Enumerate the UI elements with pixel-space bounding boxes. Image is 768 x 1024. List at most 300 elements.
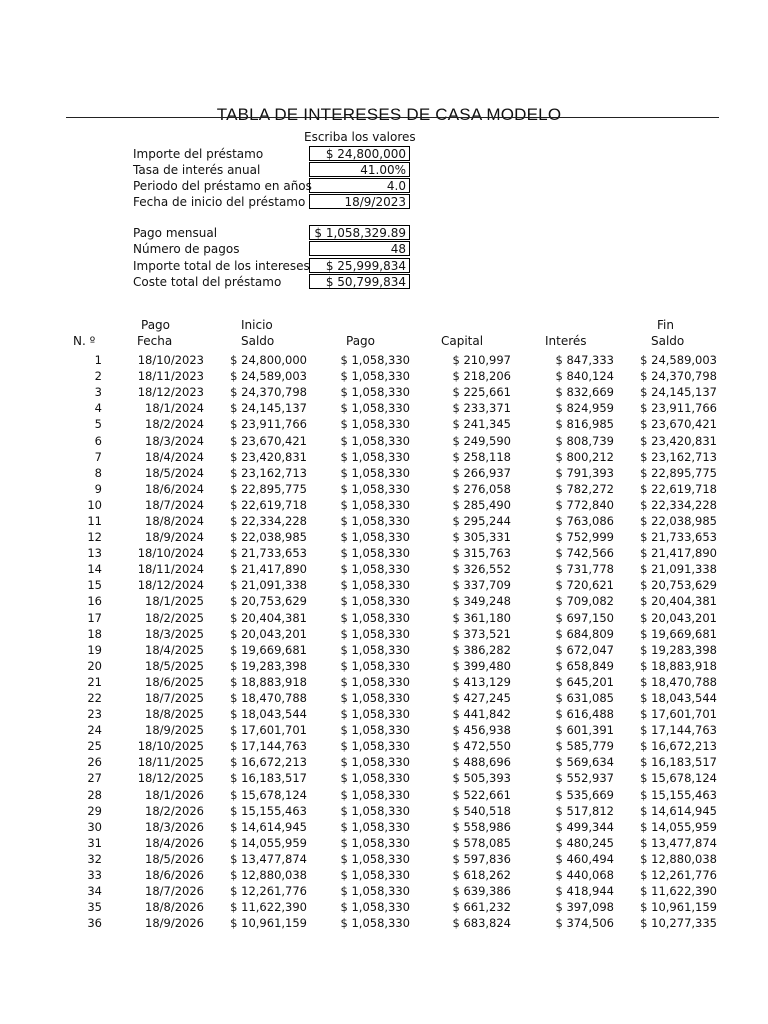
payment-amount-cell: $ 1,058,330 (340, 401, 410, 416)
param-row-loan-years (0, 178, 768, 194)
capital-amount-cell: $ 276,058 (452, 481, 511, 496)
total-cost-value: $ 50,799,834 (309, 274, 410, 289)
start-balance-cell: $ 20,404,381 (230, 610, 307, 625)
interest-amount-cell: $ 824,959 (555, 401, 614, 416)
interest-amount-cell: $ 684,809 (555, 626, 614, 641)
start-balance-cell: $ 21,417,890 (230, 562, 307, 577)
start-balance-cell: $ 24,589,003 (230, 369, 307, 384)
payment-date-cell: 18/12/2023 (137, 385, 204, 400)
row-number-cell: 13 (87, 546, 102, 561)
payment-date-cell: 18/7/2024 (145, 497, 204, 512)
end-balance-cell: $ 19,669,681 (640, 626, 717, 641)
table-row (0, 352, 717, 368)
payment-date-cell: 18/3/2026 (145, 819, 204, 834)
interest-amount-cell: $ 601,391 (555, 723, 614, 738)
end-balance-cell: $ 21,733,653 (640, 530, 717, 545)
amortization-table (0, 352, 717, 931)
payment-date-cell: 18/8/2024 (145, 513, 204, 528)
header-start-balance: Saldo (241, 334, 275, 348)
page-title: TABLA DE INTERESES DE CASA MODELO (216, 105, 562, 125)
table-row (0, 610, 717, 626)
table-row (0, 416, 717, 432)
payment-amount-cell: $ 1,058,330 (340, 353, 410, 368)
payment-amount-cell: $ 1,058,330 (340, 481, 410, 496)
payment-date-cell: 18/4/2026 (145, 835, 204, 850)
payment-date-cell: 18/8/2025 (145, 707, 204, 722)
capital-amount-cell: $ 618,262 (452, 868, 511, 883)
capital-amount-cell: $ 413,129 (452, 674, 511, 689)
payment-amount-cell: $ 1,058,330 (340, 513, 410, 528)
interest-amount-cell: $ 535,669 (555, 787, 614, 802)
interest-amount-cell: $ 440,068 (555, 868, 614, 883)
table-row (0, 465, 717, 481)
payment-amount-cell: $ 1,058,330 (340, 916, 410, 931)
capital-amount-cell: $ 399,480 (452, 658, 511, 673)
table-row (0, 738, 717, 754)
start-balance-cell: $ 11,622,390 (230, 900, 307, 915)
interest-rate-input[interactable]: 41.00% (309, 162, 410, 177)
param-label: Periodo del préstamo en años (133, 179, 312, 193)
payment-date-cell: 18/12/2024 (137, 578, 204, 593)
capital-amount-cell: $ 488,696 (452, 755, 511, 770)
table-row (0, 368, 717, 384)
capital-amount-cell: $ 386,282 (452, 642, 511, 657)
payment-amount-cell: $ 1,058,330 (340, 626, 410, 641)
payment-date-cell: 18/2/2024 (145, 417, 204, 432)
inputs-caption: Escriba los valores (304, 130, 416, 144)
end-balance-cell: $ 12,880,038 (640, 851, 717, 866)
row-number-cell: 7 (94, 449, 102, 464)
row-number-cell: 34 (87, 884, 102, 899)
end-balance-cell: $ 21,091,338 (640, 562, 717, 577)
payment-amount-cell: $ 1,058,330 (340, 691, 410, 706)
start-balance-cell: $ 15,155,463 (230, 803, 307, 818)
end-balance-cell: $ 18,470,788 (640, 674, 717, 689)
end-balance-cell: $ 18,043,544 (640, 691, 717, 706)
start-date-input[interactable]: 18/9/2023 (309, 194, 410, 209)
start-balance-cell: $ 21,091,338 (230, 578, 307, 593)
start-balance-cell: $ 23,420,831 (230, 449, 307, 464)
table-row (0, 642, 717, 658)
payment-date-cell: 18/11/2023 (137, 369, 204, 384)
end-balance-cell: $ 10,961,159 (640, 900, 717, 915)
start-balance-cell: $ 13,477,874 (230, 851, 307, 866)
table-row (0, 593, 717, 609)
end-balance-cell: $ 14,055,959 (640, 819, 717, 834)
end-balance-cell: $ 22,895,775 (640, 465, 717, 480)
end-balance-cell: $ 11,622,390 (640, 884, 717, 899)
end-balance-cell: $ 16,183,517 (640, 755, 717, 770)
payment-amount-cell: $ 1,058,330 (340, 884, 410, 899)
row-number-cell: 32 (87, 851, 102, 866)
table-row (0, 545, 717, 561)
payment-date-cell: 18/2/2026 (145, 803, 204, 818)
capital-amount-cell: $ 456,938 (452, 723, 511, 738)
end-balance-cell: $ 23,670,421 (640, 417, 717, 432)
capital-amount-cell: $ 210,997 (452, 353, 511, 368)
interest-amount-cell: $ 840,124 (555, 369, 614, 384)
capital-amount-cell: $ 472,550 (452, 739, 511, 754)
capital-amount-cell: $ 505,393 (452, 771, 511, 786)
row-number-cell: 11 (87, 513, 102, 528)
payment-amount-cell: $ 1,058,330 (340, 417, 410, 432)
capital-amount-cell: $ 661,232 (452, 900, 511, 915)
row-number-cell: 14 (87, 562, 102, 577)
table-row (0, 851, 717, 867)
interest-amount-cell: $ 569,634 (555, 755, 614, 770)
interest-amount-cell: $ 832,669 (555, 385, 614, 400)
start-balance-cell: $ 19,283,398 (230, 658, 307, 673)
end-balance-cell: $ 23,420,831 (640, 433, 717, 448)
start-balance-cell: $ 12,880,038 (230, 868, 307, 883)
interest-amount-cell: $ 460,494 (555, 851, 614, 866)
row-number-cell: 17 (87, 610, 102, 625)
payment-amount-cell: $ 1,058,330 (340, 546, 410, 561)
capital-amount-cell: $ 285,490 (452, 497, 511, 512)
payment-date-cell: 18/9/2025 (145, 723, 204, 738)
end-balance-cell: $ 15,678,124 (640, 771, 717, 786)
payment-amount-cell: $ 1,058,330 (340, 497, 410, 512)
end-balance-cell: $ 16,672,213 (640, 739, 717, 754)
interest-amount-cell: $ 791,393 (555, 465, 614, 480)
table-row (0, 803, 717, 819)
payment-date-cell: 18/10/2024 (137, 546, 204, 561)
result-label: Importe total de los intereses (133, 259, 310, 273)
interest-amount-cell: $ 585,779 (555, 739, 614, 754)
payment-amount-cell: $ 1,058,330 (340, 707, 410, 722)
payment-amount-cell: $ 1,058,330 (340, 803, 410, 818)
title-divider (66, 117, 719, 118)
table-row (0, 400, 717, 416)
end-balance-cell: $ 17,144,763 (640, 723, 717, 738)
table-row (0, 513, 717, 529)
param-row-loan-amount (0, 146, 768, 162)
payment-date-cell: 18/4/2025 (145, 642, 204, 657)
start-balance-cell: $ 10,961,159 (230, 916, 307, 931)
capital-amount-cell: $ 249,590 (452, 433, 511, 448)
row-number-cell: 24 (87, 723, 102, 738)
table-row (0, 722, 717, 738)
row-number-cell: 36 (87, 916, 102, 931)
start-balance-cell: $ 17,601,701 (230, 723, 307, 738)
capital-amount-cell: $ 305,331 (452, 530, 511, 545)
end-balance-cell: $ 23,162,713 (640, 449, 717, 464)
end-balance-cell: $ 21,417,890 (640, 546, 717, 561)
header-number: N. º (73, 334, 96, 348)
row-number-cell: 27 (87, 771, 102, 786)
table-row (0, 529, 717, 545)
payment-date-cell: 18/11/2025 (137, 755, 204, 770)
payment-amount-cell: $ 1,058,330 (340, 868, 410, 883)
end-balance-cell: $ 20,404,381 (640, 594, 717, 609)
row-number-cell: 10 (87, 497, 102, 512)
capital-amount-cell: $ 326,552 (452, 562, 511, 577)
capital-amount-cell: $ 225,661 (452, 385, 511, 400)
start-balance-cell: $ 20,753,629 (230, 594, 307, 609)
payment-date-cell: 18/6/2024 (145, 481, 204, 496)
header-end-balance: Saldo (651, 334, 685, 348)
payment-amount-cell: $ 1,058,330 (340, 658, 410, 673)
capital-amount-cell: $ 233,371 (452, 401, 511, 416)
capital-amount-cell: $ 361,180 (452, 610, 511, 625)
start-balance-cell: $ 23,670,421 (230, 433, 307, 448)
payment-amount-cell: $ 1,058,330 (340, 723, 410, 738)
capital-amount-cell: $ 540,518 (452, 803, 511, 818)
payment-amount-cell: $ 1,058,330 (340, 594, 410, 609)
start-balance-cell: $ 22,334,228 (230, 513, 307, 528)
table-row (0, 626, 717, 642)
header-payment: Pago (346, 334, 376, 348)
header-date: Fecha (137, 334, 173, 348)
start-balance-cell: $ 24,145,137 (230, 401, 307, 416)
capital-amount-cell: $ 218,206 (452, 369, 511, 384)
row-number-cell: 25 (87, 739, 102, 754)
interest-amount-cell: $ 658,849 (555, 658, 614, 673)
payment-date-cell: 18/1/2024 (145, 401, 204, 416)
payment-amount-cell: $ 1,058,330 (340, 787, 410, 802)
start-balance-cell: $ 15,678,124 (230, 787, 307, 802)
end-balance-cell: $ 14,614,945 (640, 803, 717, 818)
table-row (0, 915, 717, 931)
start-balance-cell: $ 14,614,945 (230, 819, 307, 834)
payment-count-value: 48 (309, 241, 410, 256)
start-balance-cell: $ 22,619,718 (230, 497, 307, 512)
interest-amount-cell: $ 709,082 (555, 594, 614, 609)
param-row-start-date (0, 194, 768, 210)
capital-amount-cell: $ 258,118 (452, 449, 511, 464)
table-row (0, 658, 717, 674)
interest-amount-cell: $ 697,150 (555, 610, 614, 625)
start-balance-cell: $ 14,055,959 (230, 835, 307, 850)
row-number-cell: 35 (87, 900, 102, 915)
payment-amount-cell: $ 1,058,330 (340, 433, 410, 448)
end-balance-cell: $ 24,145,137 (640, 385, 717, 400)
table-row (0, 835, 717, 851)
row-number-cell: 9 (94, 481, 102, 496)
start-balance-cell: $ 22,895,775 (230, 481, 307, 496)
row-number-cell: 26 (87, 755, 102, 770)
total-interest-value: $ 25,999,834 (309, 258, 410, 273)
table-row (0, 432, 717, 448)
interest-amount-cell: $ 631,085 (555, 691, 614, 706)
interest-amount-cell: $ 742,566 (555, 546, 614, 561)
table-row (0, 706, 717, 722)
end-balance-cell: $ 22,038,985 (640, 513, 717, 528)
payment-amount-cell: $ 1,058,330 (340, 819, 410, 834)
payment-date-cell: 18/12/2025 (137, 771, 204, 786)
interest-amount-cell: $ 552,937 (555, 771, 614, 786)
payment-date-cell: 18/10/2025 (137, 739, 204, 754)
start-balance-cell: $ 21,733,653 (230, 546, 307, 561)
payment-amount-cell: $ 1,058,330 (340, 465, 410, 480)
payment-amount-cell: $ 1,058,330 (340, 578, 410, 593)
capital-amount-cell: $ 266,937 (452, 465, 511, 480)
row-number-cell: 21 (87, 674, 102, 689)
payment-amount-cell: $ 1,058,330 (340, 385, 410, 400)
end-balance-cell: $ 15,155,463 (640, 787, 717, 802)
header-capital: Capital (441, 334, 484, 348)
payment-amount-cell: $ 1,058,330 (340, 642, 410, 657)
table-row (0, 770, 717, 786)
payment-amount-cell: $ 1,058,330 (340, 835, 410, 850)
payment-date-cell: 18/2/2025 (145, 610, 204, 625)
interest-amount-cell: $ 731,778 (555, 562, 614, 577)
end-balance-cell: $ 24,589,003 (640, 353, 717, 368)
payment-date-cell: 18/6/2025 (145, 674, 204, 689)
payment-amount-cell: $ 1,058,330 (340, 449, 410, 464)
start-balance-cell: $ 16,672,213 (230, 755, 307, 770)
interest-amount-cell: $ 374,506 (555, 916, 614, 931)
capital-amount-cell: $ 441,842 (452, 707, 511, 722)
capital-amount-cell: $ 315,763 (452, 546, 511, 561)
interest-amount-cell: $ 499,344 (555, 819, 614, 834)
start-balance-cell: $ 24,800,000 (230, 353, 307, 368)
row-number-cell: 18 (87, 626, 102, 641)
payment-amount-cell: $ 1,058,330 (340, 530, 410, 545)
row-number-cell: 30 (87, 819, 102, 834)
param-label: Importe del préstamo (133, 147, 264, 161)
payment-date-cell: 18/1/2025 (145, 594, 204, 609)
table-row (0, 899, 717, 915)
start-balance-cell: $ 18,043,544 (230, 707, 307, 722)
table-row (0, 449, 717, 465)
capital-amount-cell: $ 349,248 (452, 594, 511, 609)
capital-amount-cell: $ 522,661 (452, 787, 511, 802)
payment-date-cell: 18/8/2026 (145, 900, 204, 915)
payment-amount-cell: $ 1,058,330 (340, 851, 410, 866)
capital-amount-cell: $ 427,245 (452, 691, 511, 706)
interest-amount-cell: $ 720,621 (555, 578, 614, 593)
header-interest: Interés (545, 334, 587, 348)
result-row-payment-count (0, 241, 768, 257)
row-number-cell: 2 (94, 369, 102, 384)
payment-date-cell: 18/3/2025 (145, 626, 204, 641)
row-number-cell: 23 (87, 707, 102, 722)
payment-amount-cell: $ 1,058,330 (340, 610, 410, 625)
monthly-payment-value: $ 1,058,329.89 (309, 225, 410, 240)
table-row (0, 481, 717, 497)
row-number-cell: 12 (87, 530, 102, 545)
payment-amount-cell: $ 1,058,330 (340, 900, 410, 915)
end-balance-cell: $ 24,370,798 (640, 369, 717, 384)
payment-amount-cell: $ 1,058,330 (340, 739, 410, 754)
table-row (0, 819, 717, 835)
loan-years-input[interactable]: 4.0 (309, 178, 410, 193)
row-number-cell: 16 (87, 594, 102, 609)
row-number-cell: 31 (87, 835, 102, 850)
end-balance-cell: $ 22,334,228 (640, 497, 717, 512)
start-balance-cell: $ 16,183,517 (230, 771, 307, 786)
interest-amount-cell: $ 752,999 (555, 530, 614, 545)
table-row (0, 674, 717, 690)
row-number-cell: 8 (94, 465, 102, 480)
result-label: Pago mensual (133, 226, 218, 240)
start-balance-cell: $ 20,043,201 (230, 626, 307, 641)
interest-amount-cell: $ 772,840 (555, 497, 614, 512)
table-row (0, 384, 717, 400)
interest-amount-cell: $ 816,985 (555, 417, 614, 432)
payment-date-cell: 18/5/2024 (145, 465, 204, 480)
end-balance-cell: $ 22,619,718 (640, 481, 717, 496)
param-label: Tasa de interés anual (133, 163, 261, 177)
interest-amount-cell: $ 808,739 (555, 433, 614, 448)
start-balance-cell: $ 22,038,985 (230, 530, 307, 545)
interest-amount-cell: $ 782,272 (555, 481, 614, 496)
interest-amount-cell: $ 397,098 (555, 900, 614, 915)
row-number-cell: 19 (87, 642, 102, 657)
end-balance-cell: $ 19,283,398 (640, 642, 717, 657)
start-balance-cell: $ 23,911,766 (230, 417, 307, 432)
start-balance-cell: $ 23,162,713 (230, 465, 307, 480)
table-row (0, 561, 717, 577)
end-balance-cell: $ 23,911,766 (640, 401, 717, 416)
payment-date-cell: 18/10/2023 (137, 353, 204, 368)
payment-date-cell: 18/5/2025 (145, 658, 204, 673)
result-label: Coste total del préstamo (133, 275, 282, 289)
start-balance-cell: $ 17,144,763 (230, 739, 307, 754)
end-balance-cell: $ 17,601,701 (640, 707, 717, 722)
row-number-cell: 20 (87, 658, 102, 673)
table-row (0, 883, 717, 899)
result-row-total-cost (0, 274, 768, 290)
payment-date-cell: 18/9/2026 (145, 916, 204, 931)
table-row (0, 690, 717, 706)
interest-amount-cell: $ 517,812 (555, 803, 614, 818)
capital-amount-cell: $ 578,085 (452, 835, 511, 850)
row-number-cell: 15 (87, 578, 102, 593)
interest-amount-cell: $ 616,488 (555, 707, 614, 722)
start-balance-cell: $ 24,370,798 (230, 385, 307, 400)
payment-date-cell: 18/4/2024 (145, 449, 204, 464)
loan-amount-input[interactable]: $ 24,800,000 (309, 146, 410, 161)
interest-amount-cell: $ 672,047 (555, 642, 614, 657)
payment-amount-cell: $ 1,058,330 (340, 369, 410, 384)
capital-amount-cell: $ 683,824 (452, 916, 511, 931)
start-balance-cell: $ 19,669,681 (230, 642, 307, 657)
result-row-total-interest (0, 258, 768, 274)
payment-date-cell: 18/7/2026 (145, 884, 204, 899)
interest-amount-cell: $ 800,212 (555, 449, 614, 464)
interest-amount-cell: $ 418,944 (555, 884, 614, 899)
table-row (0, 577, 717, 593)
table-row (0, 497, 717, 513)
row-number-cell: 29 (87, 803, 102, 818)
start-balance-cell: $ 18,883,918 (230, 674, 307, 689)
row-number-cell: 6 (94, 433, 102, 448)
end-balance-cell: $ 12,261,776 (640, 868, 717, 883)
payment-date-cell: 18/1/2026 (145, 787, 204, 802)
param-row-interest-rate (0, 162, 768, 178)
payment-amount-cell: $ 1,058,330 (340, 674, 410, 689)
end-balance-cell: $ 20,753,629 (640, 578, 717, 593)
interest-amount-cell: $ 847,333 (555, 353, 614, 368)
header-end-top: Fin (657, 318, 674, 332)
payment-amount-cell: $ 1,058,330 (340, 755, 410, 770)
start-balance-cell: $ 12,261,776 (230, 884, 307, 899)
end-balance-cell: $ 18,883,918 (640, 658, 717, 673)
row-number-cell: 22 (87, 691, 102, 706)
payment-date-cell: 18/7/2025 (145, 691, 204, 706)
capital-amount-cell: $ 337,709 (452, 578, 511, 593)
payment-date-cell: 18/6/2026 (145, 868, 204, 883)
table-row (0, 787, 717, 803)
row-number-cell: 3 (94, 385, 102, 400)
table-row (0, 867, 717, 883)
interest-amount-cell: $ 480,245 (555, 835, 614, 850)
start-balance-cell: $ 18,470,788 (230, 691, 307, 706)
interest-amount-cell: $ 763,086 (555, 513, 614, 528)
interest-amount-cell: $ 645,201 (555, 674, 614, 689)
